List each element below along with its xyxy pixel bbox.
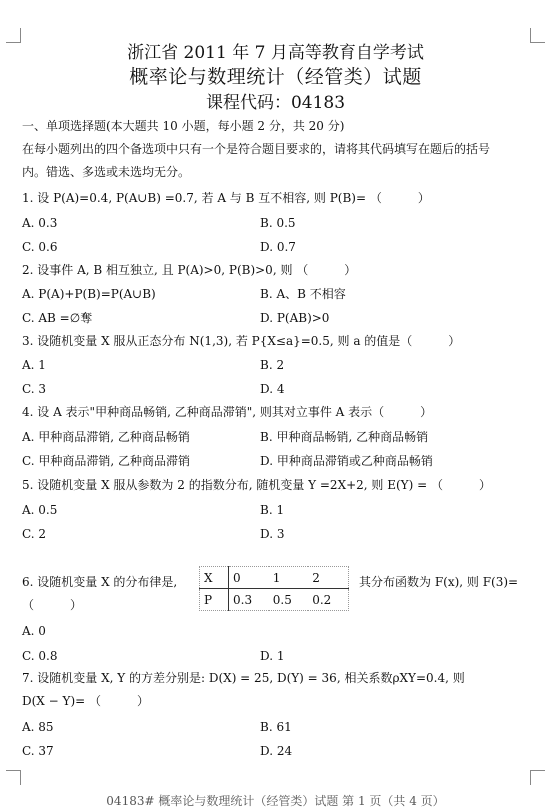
page-footer: 04183# 概率论与数理统计（经管类）试题 第 1 页（共 4 页）: [106, 794, 445, 808]
question-7-stem-2: D(X − Y)= （ ）: [22, 694, 150, 708]
question-2-option-b: B. A、B 不相容: [260, 287, 346, 301]
question-1-stem: 1. 设 P(A)=0.4, P(A∪B) =0.7, 若 A 与 B 互不相容, 则 P(B)= （ ）: [22, 191, 430, 205]
question-4-option-c: C. 甲种商品滞销, 乙种商品滞销: [22, 454, 191, 468]
question-4-option-b: B. 甲种商品畅销, 乙种商品畅销: [260, 430, 429, 444]
question-2-option-a: A. P(A)+P(B)=P(A∪B): [22, 287, 156, 301]
question-3-option-b: B. 2: [260, 358, 285, 372]
question-1-option-d: D. 0.7: [260, 240, 296, 254]
exam-title: 概率论与数理统计（经管类）试题: [129, 66, 422, 88]
question-5-stem: 5. 设随机变量 X 服从参数为 2 的指数分布, 随机变量 Y =2X+2, 则 E(Y) = （ ）: [22, 478, 491, 492]
question-4-stem: 4. 设 A 表示"甲种商品畅销, 乙种商品滞销", 则其对立事件 A 表示（ ）: [22, 405, 433, 419]
question-6-answer-blank: （ ）: [22, 598, 83, 612]
question-5-option-a: A. 0.5: [22, 503, 58, 517]
distribution-table: [199, 566, 349, 611]
question-6-stem-tail: 其分布函数为 F(x), 则 F(3)=: [359, 575, 519, 589]
question-7-option-c: C. 37: [22, 744, 54, 758]
question-3-stem: 3. 设随机变量 X 服从正态分布 N(1,3), 若 P{X≤a}=0.5, 则 a 的值是（ ）: [22, 334, 461, 348]
question-1-option-c: C. 0.6: [22, 240, 58, 254]
table-cell: 1: [269, 567, 308, 589]
table-cell: X: [200, 567, 229, 589]
question-7-option-b: B. 61: [260, 720, 292, 734]
section-heading: 一、单项选择题(本大题共 10 小题，每小题 2 分，共 20 分): [22, 119, 345, 133]
question-3-option-d: D. 4: [260, 382, 285, 396]
question-1-option-a: A. 0.3: [22, 216, 58, 230]
course-code: 课程代码：04183: [205, 93, 346, 113]
question-6-stem: 6. 设随机变量 X 的分布律是,: [22, 575, 178, 589]
question-2-option-c: C. AB =∅奪: [22, 311, 93, 325]
question-6-option-a: A. 0: [22, 624, 46, 638]
question-2-stem: 2. 设事件 A, B 相互独立, 且 P(A)>0, P(B)>0, 则 （ ）: [22, 263, 357, 277]
question-4-option-d: D. 甲种商品滞销或乙种商品畅销: [260, 454, 433, 468]
table-cell: 0.5: [272, 592, 292, 607]
exam-header-line1: 浙江省 2011 年 7 月高等教育自学考试: [127, 43, 424, 63]
question-2-option-d: D. P(AB)>0: [260, 311, 330, 325]
question-6-option-c: C. 0.8: [22, 649, 58, 663]
question-1-option-b: B. 0.5: [260, 216, 296, 230]
question-6-option-d: D. 1: [260, 649, 285, 663]
table-cell: P: [200, 589, 229, 611]
question-5-option-c: C. 2: [22, 527, 47, 541]
section-instruction-1: 在每小题列出的四个备选项中只有一个是符合题目要求的，请将其代码填写在题后的括号: [22, 142, 491, 156]
question-5-option-d: D. 3: [260, 527, 285, 541]
question-5-option-b: B. 1: [260, 503, 285, 517]
question-7-option-a: A. 85: [22, 720, 54, 734]
table-cell: 2: [308, 567, 348, 589]
table-cell: 0: [229, 567, 269, 589]
question-7-option-d: D. 24: [260, 744, 293, 758]
question-4-option-a: A. 甲种商品滞销, 乙种商品畅销: [22, 430, 190, 444]
crop-mark-bottom-right: [530, 770, 545, 785]
distribution-row-x: [200, 567, 349, 589]
table-cell: 0.2: [312, 592, 332, 607]
question-7-stem: 7. 设随机变量 X, Y 的方差分别是: D(X) = 25, D(Y) = 36, 相关系数ρXY=0.4, 则: [22, 671, 465, 685]
question-3-option-c: C. 3: [22, 382, 47, 396]
crop-mark-bottom-left: [6, 770, 21, 785]
section-instruction-2: 内。错选、多选或未选均无分。: [22, 165, 191, 179]
distribution-row-p: [200, 589, 349, 611]
question-3-option-a: A. 1: [22, 358, 46, 372]
table-cell: 0.3: [233, 592, 253, 607]
